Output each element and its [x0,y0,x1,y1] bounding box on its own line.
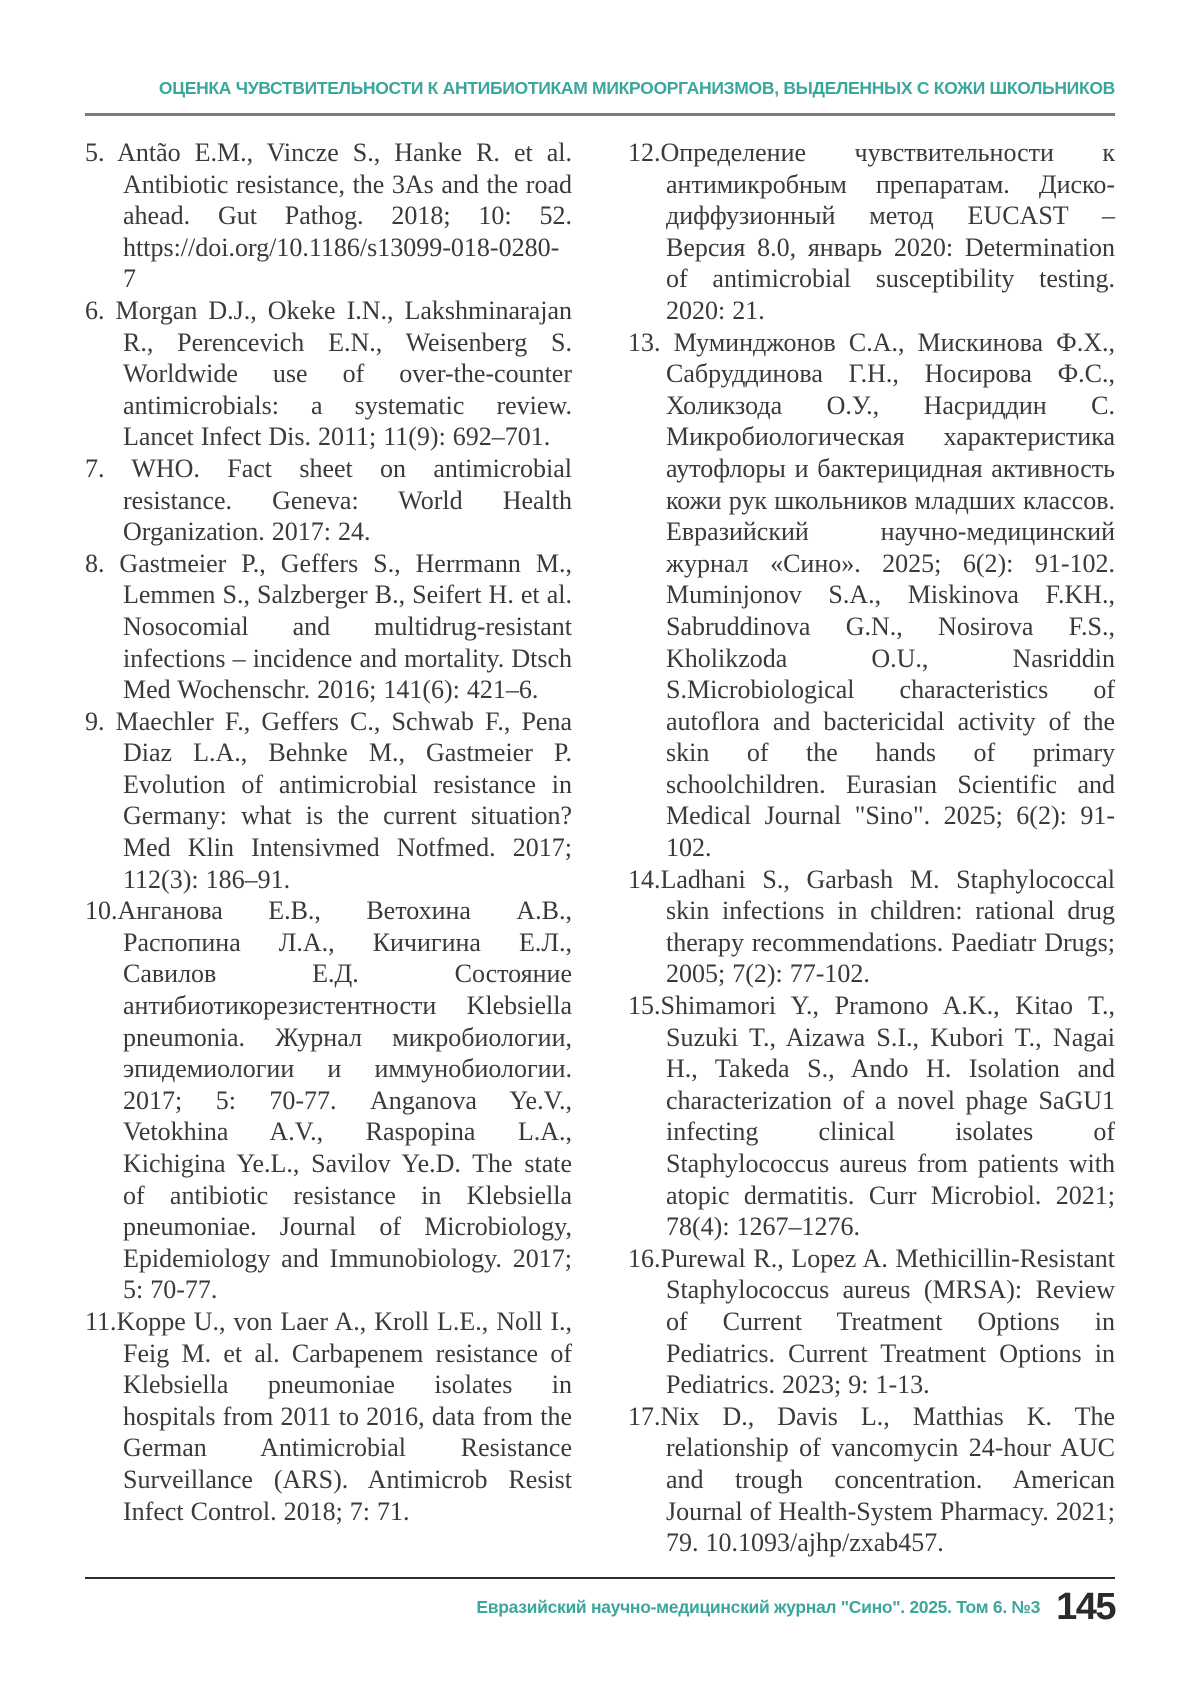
references-column-left [85,137,572,1559]
running-head: ОЦЕНКА ЧУВСТВИТЕЛЬНОСТИ К АНТИБИОТИКАМ МИКРООРГАНИЗМОВ, ВЫДЕЛЕННЫХ С КОЖИ ШКОЛЬНИКОВ [158,78,1115,98]
reference-item: 14.Ladhani S., Garbash M. Staphylococcal skin infections in children: rational drug therapy recommendations. Paediatr Drugs; 2005; 7(2): 77-102. [628,864,1115,989]
reference-item: 12.Определение чувствительности к антимикробным препаратам. Диско-диффузионный метод EUCAST – Версия 8.0, январь 2020: Determination of antimicrobial susceptibility testing. 2020: 21. [628,138,1115,325]
reference-item: 9. Maechler F., Geffers C., Schwab F., Pena Diaz L.A., Behnke M., Gastmeier P. Evolution of antimicrobial resistance in Germany: what is the current situation? Med Klin Intensivmed Notfmed. 2017; 112(3): 186–91. [85,706,572,894]
reference-item: 17.Nix D., Davis L., Matthias K. The relationship of vancomycin 24-hour AUC and trough concentration. American Journal of Health-System Pharmacy. 2021; 79. 10.1093/ajhp/zxab457. [628,1401,1115,1558]
reference-item: 11.Koppe U., von Laer A., Kroll L.E., Noll I., Feig M. et al. Carbapenem resistance of Klebsiella pneumoniae isolates in hospitals from 2011 to 2016, data from the German Antimicrobial Resistance Surveillance (ARS). Antimicrob Resist Infect Control. 2018; 7: 71. [85,1306,572,1526]
page-number: 145 [1056,1586,1115,1628]
page-footer [85,1588,1115,1626]
references-section [85,137,1115,1559]
reference-item: 8. Gastmeier P., Geffers S., Herrmann M., Lemmen S., Salzberger B., Seifert H. et al. Nosocomial and multidrug-resistant infections – incidence and mortality. Dtsch Med Wochenschr. 2016; 141(6): 421–6. [85,548,572,705]
footer-divider [85,1577,1115,1579]
reference-item: 13. Муминджонов С.А., Мискинова Ф.Х., Сабруддинова Г.Н., Носирова Ф.С., Холикзода О.У., Насриддин С. Микробиологическая характеристика аутофлоры и бактерицидная активность кожи рук школьников младших классов. Евразийский научно-медицинский журнал «Сино». 2025; 6(2): 91-102. Muminjonov S.A., Miskinova F.KH., Sabruddinova G.N., Nosirova F.S., Kholikzoda O.U., Nasriddin S.Microbiological characteristics of autoflora and bactericidal activity of the skin of the hands of primary schoolchildren. Eurasian Scientific and Medical Journal "Sino". 2025; 6(2): 91-102. [628,327,1115,863]
header-divider [85,113,1115,116]
reference-item: 10.Анганова Е.В., Ветохина А.В., Распопина Л.А., Кичигина Е.Л., Савилов Е.Д. Состояние антибиотикорезистентности Klebsiella pneumonia. Журнал микробиологии, эпидемиологии и иммунобиологии. 2017; 5: 70-77. Anganova Ye.V., Vetokhina A.V., Raspopina L.A., Kichigina Ye.L., Savilov Ye.D. The state of antibiotic resistance in Klebsiella pneumoniae. Journal of Microbiology, Epidemiology and Immunobiology. 2017; 5: 70-77. [85,896,572,1305]
reference-item: 6. Morgan D.J., Okeke I.N., Lakshminarajan R., Perencevich E.N., Weisenberg S. Worldwide use of over-the-counter antimicrobials: a systematic review. Lancet Infect Dis. 2011; 11(9): 692–701. [85,295,572,452]
reference-item: 15.Shimamori Y., Pramono A.K., Kitao T., Suzuki T., Aizawa S.I., Kubori T., Nagai H., Takeda S., Ando H. Isolation and characterization of a novel phage SaGU1 infecting clinical isolates of Staphylococcus aureus from patients with atopic dermatitis. Curr Microbiol. 2021; 78(4): 1267–1276. [628,991,1115,1242]
reference-item: 5. Antão E.M., Vincze S., Hanke R. et al. Antibiotic resistance, the 3As and the road ahead. Gut Pathog. 2018; 10: 52. https://doi.org/10.1186/s13099-018-0280-7 [85,138,572,294]
references-column-right [628,137,1115,1559]
reference-item: 16.Purewal R., Lopez A. Methicillin-Resistant Staphylococcus aureus (MRSA): Review of Current Treatment Options in Pediatrics. Current Treatment Options in Pediatrics. 2023; 9: 1-13. [628,1243,1115,1400]
reference-item: 7. WHO. Fact sheet on antimicrobial resistance. Geneva: World Health Organization. 2017: 24. [85,453,572,547]
footer-journal-title: Евразийский научно-медицинский журнал "Сино". 2025. Том 6. №3 [476,1596,1041,1617]
